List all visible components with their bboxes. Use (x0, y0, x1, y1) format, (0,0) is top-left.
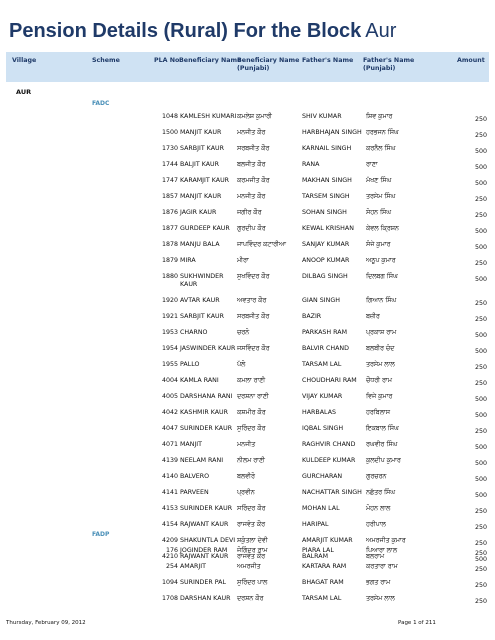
table-row (0, 238, 495, 254)
cell-name-pb: ਨੀਲਮ ਰਾਣੀ (237, 457, 265, 464)
cell-no: 1878 (161, 241, 178, 248)
table-row (0, 390, 495, 406)
cell-father-pb: ਹਰਭਜਨ ਸਿੰਘ (366, 129, 399, 136)
cell-no: 1876 (161, 209, 178, 216)
cell-name-pb: ਅਮਰਜੀਤ (237, 563, 261, 570)
cell-name: NEELAM RANI (180, 457, 224, 464)
cell-father: MAKHAN SINGH (302, 177, 352, 184)
cell-father: VIJAY KUMAR (302, 393, 343, 400)
cell-name: JAGIR KAUR (180, 209, 217, 216)
table-row (0, 294, 495, 310)
cell-name-pb: ਦਰਸ਼ਨਾ ਰਾਣੀ (237, 393, 269, 400)
cell-father: NACHATTAR SINGH (302, 489, 362, 496)
cell-father: MOHAN LAL (302, 505, 340, 512)
cell-amt: 250 (474, 380, 487, 387)
cell-name-pb: ਮਨਜੀਤ ਕੌਰ (237, 193, 266, 200)
cell-amt: 500 (474, 180, 487, 187)
cell-name: SARBJIT KAUR (180, 313, 224, 320)
cell-name-pb: ਸਰਬਜੀਤ ਕੌਰ (237, 313, 270, 320)
cell-no: 1730 (161, 145, 178, 152)
header-pla-no: PLA No. (154, 57, 182, 64)
cell-father: DILBAG SINGH (302, 273, 348, 280)
cell-amt: 500 (474, 348, 487, 355)
cell-name: SHAKUNTLA DEVI (180, 537, 236, 544)
cell-amt: 250 (474, 212, 487, 219)
cell-amt: 250 (474, 598, 487, 605)
cell-no: 4004 (161, 377, 178, 384)
cell-amt: 250 (474, 300, 487, 307)
cell-father-pb: ਚੌਧਰੀ ਰਾਮ (366, 377, 392, 384)
cell-amt: 250 (474, 508, 487, 515)
table-row (0, 470, 495, 486)
cell-father-pb: ਨਛੱਤਰ ਸਿੰਘ (366, 489, 395, 496)
table-row (0, 110, 495, 126)
cell-name: DARSHAN KAUR (180, 595, 231, 602)
cell-name: RAJWANT KAUR (180, 521, 229, 528)
table-row (0, 486, 495, 502)
cell-father-pb: ਬਲਰਾਮ (366, 553, 385, 560)
cell-name-pb: ਕਮਲੇਸ਼ ਕੁਮਾਰੀ (237, 113, 272, 120)
cell-father-pb: ਵਿਜੇ ਕੁਮਾਰ (366, 393, 393, 400)
cell-name: PARVEEN (180, 489, 209, 496)
cell-father: SANJAY KUMAR (302, 241, 350, 248)
cell-no: 4141 (161, 489, 178, 496)
cell-amt: 250 (474, 540, 487, 547)
cell-father: AMARJIT KUMAR (302, 537, 353, 544)
cell-amt: 500 (474, 476, 487, 483)
cell-name: SUKHWINDER KAUR (180, 273, 224, 288)
cell-no: 1920 (161, 297, 178, 304)
cell-name-pb: ਅਵਤਾਰ ਕੌਰ (237, 297, 267, 304)
cell-name-pb: ਸੁਰਿੰਦਰ ਪਾਲ (237, 579, 268, 586)
header-amount: Amount (457, 57, 485, 64)
table-row (0, 544, 495, 560)
cell-name-pb: ਚਰਨੋ (237, 329, 250, 336)
cell-amt: 500 (474, 492, 487, 499)
cell-father-pb: ਸੋਹਨ ਸਿੰਘ (366, 209, 391, 216)
cell-no: 4153 (161, 505, 178, 512)
table-row (0, 374, 495, 390)
cell-father: ANOOP KUMAR (302, 257, 350, 264)
cell-father: HARBHAJAN SINGH (302, 129, 362, 136)
cell-no: 1500 (161, 129, 178, 136)
cell-no: 4210 (161, 553, 178, 560)
cell-father-pb: ਅਮਰਜੀਤ ਕੁਮਾਰ (366, 537, 406, 544)
cell-name-pb: ਪ੍ਰਵੀਨ (237, 489, 255, 496)
cell-father-pb: ਬਜ਼ੀਰ (366, 313, 380, 320)
cell-amt: 500 (474, 228, 487, 235)
cell-father-pb: ਸੰਜੇ ਕੁਮਾਰ (366, 241, 391, 248)
cell-no: 1094 (161, 579, 178, 586)
cell-no: 4139 (161, 457, 178, 464)
cell-name-pb: ਜੋਗਿੰਦਰ ਰਾਮ (237, 547, 268, 554)
table-row (0, 518, 495, 534)
cell-amt: 500 (474, 244, 487, 251)
cell-name-pb: ਬਲਵੀਰੋ (237, 473, 255, 480)
title-block: Aur (365, 20, 397, 42)
cell-father: KULDEEP KUMAR (302, 457, 356, 464)
cell-name: MANJU BALA (180, 241, 220, 248)
cell-name: SURINDER KAUR (180, 425, 233, 432)
cell-amt: 500 (474, 148, 487, 155)
scheme-label: FADC (92, 100, 110, 107)
cell-name: AVTAR KAUR (180, 297, 220, 304)
cell-name-pb: ਰਾਜਵੰਤ ਕੌਰ (237, 521, 265, 528)
cell-no: 1954 (161, 345, 178, 352)
cell-name-pb: ਦਰਸ਼ਨ ਕੌਰ (237, 595, 264, 602)
cell-name-pb: ਕਸ਼ਮੀਰ ਕੌਰ (237, 409, 266, 416)
cell-name: GURDEEP KAUR (180, 225, 230, 232)
cell-no: 1921 (161, 313, 178, 320)
cell-father-pb: ਇਕਬਾਲ ਸਿੰਘ (366, 425, 399, 432)
footer-page: Page 1 of 211 (398, 620, 436, 626)
cell-amt: 250 (474, 428, 487, 435)
cell-name: KARAMJIT KAUR (180, 177, 230, 184)
table-row (0, 326, 495, 342)
cell-father-pb: ਹਰੀਪਾਲ (366, 521, 386, 528)
cell-father: BAZIR (302, 313, 322, 320)
cell-name: KAMLESH KUMARI (180, 113, 237, 120)
cell-father: CHOUDHARI RAM (302, 377, 357, 384)
cell-father-pb: ਤਰਸੇਮ ਸਿੰਘ (366, 193, 396, 200)
cell-father-pb: ਤਰਸੇਮ ਲਾਲ (366, 361, 395, 368)
cell-name: BALVERO (180, 473, 210, 480)
cell-father-pb: ਰਘਵੀਰ ਸਿੰਘ (366, 441, 398, 448)
table-row (0, 592, 495, 608)
table-row (0, 142, 495, 158)
cell-name: RAJWANT KAUR (180, 553, 229, 560)
header-village: Village (12, 57, 37, 64)
cell-father: PARKASH RAM (302, 329, 347, 336)
cell-name-pb: ਕਰਮਜੀਤ ਕੌਰ (237, 177, 270, 184)
cell-name: MANJIT KAUR (180, 193, 222, 200)
cell-name: JOGINDER RAM (180, 547, 228, 554)
cell-name-pb: ਜਗੀਰ ਕੌਰ (237, 209, 262, 216)
cell-father: KARNAIL SINGH (302, 145, 352, 152)
table-row (0, 310, 495, 326)
cell-father: SOHAN SINGH (302, 209, 347, 216)
cell-amt: 250 (474, 260, 487, 267)
cell-father-pb: ਮੋਹਨ ਲਾਲ (366, 505, 391, 512)
cell-no: 1048 (161, 113, 178, 120)
cell-name-pb: ਮੀਰਾ (237, 257, 249, 264)
cell-amt: 250 (474, 524, 487, 531)
cell-name: PALLO (180, 361, 200, 368)
cell-name-pb: ਸਰਿੰਦਰ ਕੌਰ (237, 505, 266, 512)
cell-no: 4005 (161, 393, 178, 400)
cell-name: CHARNO (180, 329, 208, 336)
table-row (0, 270, 495, 294)
cell-amt: 500 (474, 332, 487, 339)
page-title (9, 20, 396, 43)
cell-amt: 250 (474, 566, 487, 573)
cell-no: 4154 (161, 521, 178, 528)
cell-father-pb: ਭਗਤ ਰਾਮ (366, 579, 391, 586)
cell-name: BALJIT KAUR (180, 161, 220, 168)
cell-name: AMARJIT (180, 563, 206, 570)
cell-amt: 250 (474, 364, 487, 371)
cell-father-pb: ਕੇਵਲ ਕ੍ਰਿਸ਼ਨ (366, 225, 399, 232)
table-row (0, 222, 495, 238)
header-scheme: Scheme (92, 57, 120, 64)
cell-father: BALRAM (302, 553, 328, 560)
header-fathers-name-punjabi: Father's Name (Punjabi) (363, 57, 415, 72)
table-row (0, 190, 495, 206)
cell-father-pb: ਅਨੂਪ ਕੁਮਾਰ (366, 257, 396, 264)
footer-date: Thursday, February 09, 2012 (6, 620, 86, 626)
table-header (6, 52, 489, 82)
cell-name-pb: ਜਾਪਵਿੰਦਰ ਕਟਾਰੀਆ (237, 241, 286, 248)
scheme-label: FADP (92, 531, 110, 538)
table-row (0, 158, 495, 174)
cell-father: IQBAL SINGH (302, 425, 344, 432)
table-row (0, 576, 495, 592)
cell-amt: 500 (474, 460, 487, 467)
cell-name: JASWINDER KAUR (180, 345, 236, 352)
cell-father: TARSAM LAL (302, 361, 342, 368)
cell-name-pb: ਗੁਰਦੀਪ ਕੌਰ (237, 225, 266, 232)
cell-amt: 500 (474, 276, 487, 283)
table-row (0, 422, 495, 438)
cell-name-pb: ਬਲਜੀਤ ਕੌਰ (237, 161, 266, 168)
table-row (0, 502, 495, 518)
cell-name: SURINDER KAUR (180, 505, 233, 512)
cell-name: MIRA (180, 257, 196, 264)
cell-father: GURCHARAN (302, 473, 343, 480)
cell-father-pb: ਸ਼ਿਵ ਕੁਮਾਰ (366, 113, 393, 120)
cell-father: SHIV KUMAR (302, 113, 342, 120)
cell-amt: 500 (474, 444, 487, 451)
cell-no: 4140 (161, 473, 178, 480)
cell-father-pb: ਗੁਰਚਰਨ (366, 473, 387, 480)
cell-name-pb: ਪੱਲੋ (237, 361, 246, 368)
cell-no: 1747 (161, 177, 178, 184)
cell-father-pb: ਕੁਲਦੀਪ ਕੁਮਾਰ (366, 457, 401, 464)
cell-father-pb: ਤਰਸੇਮ ਲਾਲ (366, 595, 395, 602)
header-beneficiary-name: Beneficiary Name (179, 57, 242, 64)
cell-father: HARBALAS (302, 409, 337, 416)
cell-father: BALVIR CHAND (302, 345, 349, 352)
cell-name-pb: ਸੁਖਵਿੰਦਰ ਕੌਰ (237, 273, 270, 280)
cell-name: MANJIT (180, 441, 203, 448)
cell-no: 1953 (161, 329, 178, 336)
cell-no: 1955 (161, 361, 178, 368)
cell-name: DARSHANA RANI (180, 393, 233, 400)
table-row (0, 206, 495, 222)
cell-father: RANA (302, 161, 320, 168)
cell-father: HARIPAL (302, 521, 329, 528)
table-row (0, 438, 495, 454)
cell-name-pb: ਸਰਬਜੀਤ ਕੌਰ (237, 145, 270, 152)
cell-no: 4209 (161, 537, 178, 544)
cell-father-pb: ਪਿਆਰਾ ਲਾਲ (366, 547, 397, 554)
header-fathers-name: Father's Name (302, 57, 354, 64)
cell-father-pb: ਕਰਨੈਲ ਸਿੰਘ (366, 145, 396, 152)
cell-father-pb: ਕਰਤਾਰਾ ਰਾਮ (366, 563, 398, 570)
table-row (0, 454, 495, 470)
cell-father-pb: ਪ੍ਰਕਾਸ਼ ਰਾਮ (366, 329, 397, 336)
cell-father-pb: ਬਲਬੀਰ ਚੰਦ (366, 345, 395, 352)
cell-father: PIARA LAL (302, 547, 334, 554)
cell-name-pb: ਮਨਜੀਤ (237, 441, 256, 448)
cell-father: TARSAM LAL (302, 595, 342, 602)
cell-no: 4071 (161, 441, 178, 448)
cell-amt: 500 (474, 396, 487, 403)
cell-no: 176 (165, 547, 178, 554)
cell-no: 1877 (161, 225, 178, 232)
title-main: Pension Details (Rural) For the Block (9, 20, 362, 42)
cell-father-pb: ਦਿਲਬਗ ਸਿੰਘ (366, 273, 398, 280)
cell-father: KARTARA RAM (302, 563, 347, 570)
cell-no: 1744 (161, 161, 178, 168)
cell-amt: 500 (474, 412, 487, 419)
cell-father-pb: ਰਾਣਾ (366, 161, 378, 168)
cell-name: KASHMIR KAUR (180, 409, 229, 416)
cell-name: KAMLA RANI (180, 377, 219, 384)
cell-name-pb: ਰਾਜਵੰਤ ਕੌਰ (237, 553, 265, 560)
table-row (0, 560, 495, 576)
cell-no: 254 (165, 563, 178, 570)
cell-amt: 250 (474, 116, 487, 123)
cell-no: 1879 (161, 257, 178, 264)
cell-no: 1880 (161, 273, 178, 280)
cell-father-pb: ਹਰਬਿਲਾਸ (366, 409, 390, 416)
cell-name: SARBJIT KAUR (180, 145, 224, 152)
cell-father: TARSEM SINGH (302, 193, 350, 200)
cell-father: RAGHVIR CHAND (302, 441, 356, 448)
cell-name-pb: ਸ਼ਕੁੰਤਲਾ ਦੇਵੀ (237, 537, 268, 544)
cell-father-pb: ਮੱਖਣ ਸਿੰਘ (366, 177, 392, 184)
cell-no: 1708 (161, 595, 178, 602)
cell-name: MANJIT KAUR (180, 129, 222, 136)
table-row (0, 358, 495, 374)
cell-name-pb: ਜਸਵਿੰਦਰ ਕੌਰ (237, 345, 270, 352)
cell-amt: 500 (474, 164, 487, 171)
cell-name: SURINDER PAL (180, 579, 226, 586)
table-row (0, 126, 495, 142)
cell-name-pb: ਕਮਲਾ ਰਾਣੀ (237, 377, 266, 384)
cell-name-pb: ਮਨਜੀਤ ਕੌਰ (237, 129, 266, 136)
header-beneficiary-name-punjabi: Beneficiary Name (Punjabi) (237, 57, 300, 72)
cell-amt: 250 (474, 196, 487, 203)
table-row (0, 174, 495, 190)
cell-amt: 250 (474, 132, 487, 139)
table-row (0, 342, 495, 358)
cell-no: 4047 (161, 425, 178, 432)
cell-father: GIAN SINGH (302, 297, 340, 304)
cell-father: KEWAL KRISHAN (302, 225, 354, 232)
village-name: AUR (16, 88, 32, 96)
cell-amt: 250 (474, 582, 487, 589)
cell-no: 4042 (161, 409, 178, 416)
cell-no: 1857 (161, 193, 178, 200)
cell-amt: 250 (474, 550, 487, 557)
cell-amt: 500 (474, 556, 487, 563)
cell-father: BHAGAT RAM (302, 579, 344, 586)
cell-father-pb: ਗਿਆਨ ਸਿੰਘ (366, 297, 397, 304)
table-row (0, 254, 495, 270)
cell-name-pb: ਸੁਰਿੰਦਰ ਕੌਰ (237, 425, 266, 432)
table-row (0, 406, 495, 422)
cell-amt: 250 (474, 316, 487, 323)
